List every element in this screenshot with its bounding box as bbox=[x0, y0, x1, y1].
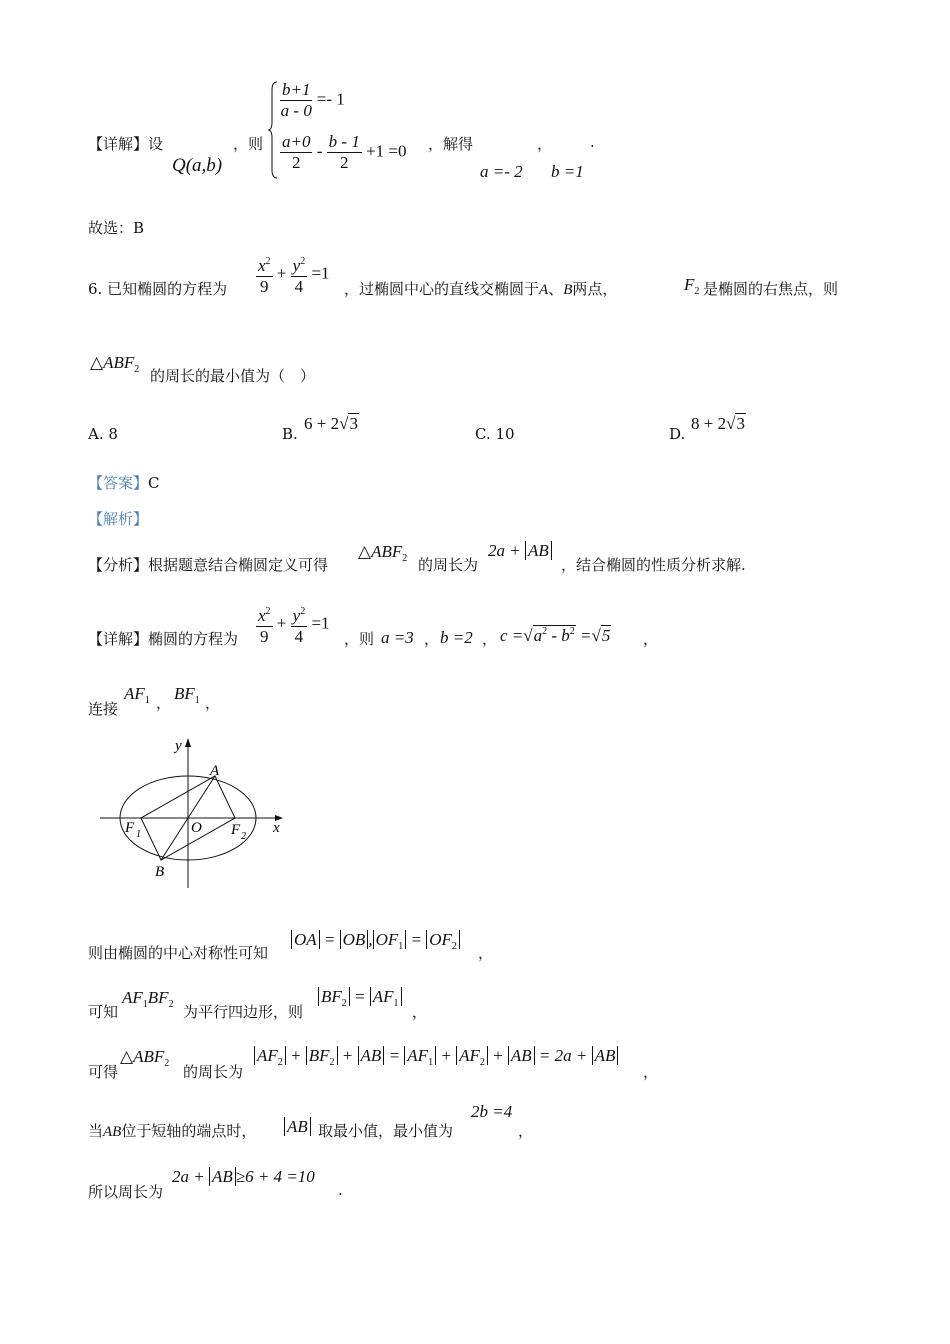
option-b-value: 6 + 2√3 bbox=[304, 414, 358, 433]
q6-stem-line2: 的周长的最小值为（ ） bbox=[150, 367, 316, 385]
c-root-a: a bbox=[533, 626, 543, 645]
sym-oa: OA bbox=[291, 930, 320, 949]
perim-pre: 可得 bbox=[88, 1063, 119, 1081]
connect-sep: ， bbox=[156, 694, 172, 712]
af-sub: 1 bbox=[144, 695, 150, 706]
sym-expression bbox=[291, 930, 460, 952]
sym-pre: 则由椭圆的中心对称性可知 bbox=[88, 944, 269, 962]
eq1-rhs: =- 1 bbox=[316, 89, 345, 109]
d2-x-var: x bbox=[258, 606, 266, 625]
bf-sub: 1 bbox=[194, 695, 200, 706]
solution-b: b =1 bbox=[551, 162, 584, 181]
sym-of1: OF bbox=[375, 930, 399, 949]
para-bf: BF bbox=[147, 988, 169, 1007]
label-b: B bbox=[155, 864, 165, 880]
pe-eq: = bbox=[388, 1046, 401, 1065]
sym-eq-2: = bbox=[410, 930, 422, 949]
solution-comma: ， bbox=[537, 135, 553, 153]
d2-y-var: y bbox=[292, 606, 301, 625]
final-2a: 2a + bbox=[172, 1167, 205, 1186]
x-square: 2 bbox=[265, 256, 271, 267]
minab-pre: 当 bbox=[88, 1122, 104, 1140]
eq2-minus: - bbox=[316, 141, 323, 161]
detail2-a: a =3 bbox=[381, 628, 414, 647]
x-var: x bbox=[258, 256, 266, 275]
focus-f2 bbox=[684, 275, 699, 297]
c-b-sq: 2 bbox=[569, 626, 575, 637]
d-val: 8 + 2 bbox=[691, 414, 727, 433]
pe-af2b: AF bbox=[459, 1046, 480, 1065]
pe-ab-1: AB bbox=[358, 1046, 385, 1065]
option-d-value: 8 + 2√3 bbox=[691, 414, 745, 433]
para-end: ， bbox=[412, 1003, 428, 1021]
fenxi-ab: AB bbox=[525, 541, 552, 560]
two-points-text: 两点， bbox=[572, 280, 618, 298]
triangle-text: △ABF bbox=[90, 353, 135, 372]
detail2-c: $c =√a^2 - b^2 =√5$ bbox=[500, 626, 611, 645]
detail2-pre: 【详解】椭圆的方程为 bbox=[88, 630, 239, 648]
pe-ab-2: AB bbox=[508, 1046, 535, 1065]
detail2-ellipse-equation: $\frac{x^2}{9}$ + $\frac{y^2}{4}$ =1 bbox=[256, 602, 330, 647]
pe-bf2-sub: 2 bbox=[329, 1057, 335, 1068]
d2-den-4: 4 bbox=[294, 627, 304, 646]
label-a: A bbox=[210, 763, 220, 779]
fenxi-tri-text: △ABF bbox=[358, 542, 403, 561]
connect-pre: 连接 bbox=[88, 700, 119, 718]
detail-label-1: 【详解】设 bbox=[88, 135, 164, 153]
pe-plus-3: + bbox=[440, 1046, 452, 1065]
minab-ab-abs: AB bbox=[284, 1117, 311, 1136]
q6-stem-post: 是椭圆的右焦点，则 bbox=[703, 280, 839, 298]
point-a: A bbox=[539, 282, 549, 298]
final-rest: ≥6 + 4 =10 bbox=[235, 1167, 315, 1186]
answer-line bbox=[88, 472, 160, 493]
para-expression bbox=[318, 987, 402, 1009]
para-mid: 为平行四边形，则 bbox=[183, 1003, 304, 1021]
connect-af1 bbox=[124, 684, 150, 706]
den-4: 4 bbox=[294, 277, 304, 296]
eq1-denominator: a - 0 bbox=[280, 101, 312, 120]
perim-end: ， bbox=[643, 1063, 659, 1081]
perim-tri-text: △ABF bbox=[120, 1047, 165, 1066]
label-f2: F bbox=[231, 822, 241, 838]
q6-stem-mid bbox=[344, 278, 617, 299]
connect-bf1 bbox=[174, 684, 200, 706]
detail2-then: ，则 bbox=[344, 630, 375, 648]
para-name bbox=[122, 988, 174, 1010]
label-y: y bbox=[175, 738, 182, 754]
para-pre: 可知 bbox=[88, 1003, 119, 1021]
pe-bf2: BF bbox=[308, 1046, 330, 1065]
fenxi-tri-sub: 2 bbox=[402, 553, 408, 564]
connect-end: ， bbox=[205, 694, 221, 712]
dun-mark: 、 bbox=[548, 280, 564, 298]
den-9: 9 bbox=[260, 277, 269, 296]
solution-period: . bbox=[590, 133, 595, 151]
option-d-label[interactable]: D. bbox=[669, 425, 686, 443]
triangle-abf2 bbox=[90, 353, 139, 375]
label-x: x bbox=[273, 820, 280, 836]
sym-of2: OF bbox=[429, 930, 452, 949]
minab-mid1: 位于短轴的端点时， bbox=[121, 1122, 257, 1140]
final-ab: AB bbox=[209, 1167, 236, 1186]
minab-end: ， bbox=[518, 1122, 534, 1140]
fenxi-triangle bbox=[358, 542, 407, 564]
para-bf2: BF bbox=[321, 987, 342, 1006]
fenxi-post: ，结合椭圆的性质分析求解. bbox=[561, 556, 746, 574]
minab-value: 2b =4 bbox=[471, 1102, 513, 1121]
y-var: y bbox=[292, 256, 301, 275]
equation-2 bbox=[280, 132, 407, 173]
q6-ellipse-equation: $\frac{x^2}{9}$ + $\frac{y^2}{4}$ =1 bbox=[256, 252, 330, 297]
fenxi-mid: 的周长为 bbox=[418, 556, 479, 574]
minab-ab: AB bbox=[103, 1124, 122, 1140]
para-eq: = bbox=[354, 987, 366, 1006]
sym-eq-1: = bbox=[323, 930, 336, 949]
bf-text: BF bbox=[174, 684, 195, 703]
detail2-end: ， bbox=[643, 630, 659, 648]
para-af-sub: 1 bbox=[142, 999, 148, 1010]
final-pre: 所以周长为 bbox=[88, 1183, 164, 1201]
y-square: 2 bbox=[300, 256, 306, 267]
solve-text: ，解得 bbox=[428, 135, 474, 153]
sym-of1-sub: 1 bbox=[398, 941, 404, 952]
answer-tag: 【答案】 bbox=[88, 474, 149, 492]
b-root: 3 bbox=[349, 414, 358, 433]
pe-ab-3: AB bbox=[592, 1046, 619, 1065]
focus-f: F bbox=[684, 275, 695, 294]
para-bf2-sub: 2 bbox=[341, 998, 347, 1009]
c-eq2: = bbox=[580, 626, 592, 645]
eq2-rhs: +1 =0 bbox=[366, 141, 407, 161]
pe-af1-sub: 1 bbox=[428, 1057, 434, 1068]
pe-plus-4: + bbox=[492, 1046, 504, 1065]
minab-line bbox=[88, 1120, 256, 1141]
c-a-sq: 2 bbox=[542, 626, 548, 637]
point-b: B bbox=[563, 282, 573, 298]
brace bbox=[268, 80, 276, 180]
eq1-numerator: b+1 bbox=[282, 80, 311, 99]
option-a[interactable]: A. 8 bbox=[88, 425, 118, 443]
triangle-sub: 2 bbox=[134, 364, 140, 375]
label-f2-sub: 2 bbox=[241, 831, 246, 842]
perim-tri-sub: 2 bbox=[164, 1058, 170, 1069]
c-five: 5 bbox=[601, 626, 611, 645]
perim-triangle bbox=[120, 1047, 169, 1069]
fenxi-2a: 2a + bbox=[488, 541, 521, 560]
pe-plus-2: + bbox=[341, 1046, 354, 1065]
pe-plus-1: + bbox=[290, 1046, 302, 1065]
perim-expression bbox=[254, 1046, 618, 1068]
q6-stem-pre: 6. 已知椭圆的方程为 bbox=[88, 280, 228, 298]
para-af1: AF bbox=[372, 987, 394, 1006]
equation-1 bbox=[280, 80, 345, 121]
c-minus-b: - b bbox=[547, 626, 570, 645]
eq2-num-b: b - 1 bbox=[328, 132, 360, 151]
fenxi-pre: 【分析】根据题意结合椭圆定义可得 bbox=[88, 556, 329, 574]
fenxi-expression bbox=[488, 541, 552, 561]
d2-x-square: 2 bbox=[265, 606, 271, 617]
final-end: . bbox=[338, 1181, 343, 1199]
af-text: AF bbox=[124, 684, 145, 703]
point-q: Q(a,b) bbox=[172, 155, 223, 176]
prev-answer: 故选：B bbox=[88, 219, 145, 237]
pe-af2-sub: 2 bbox=[277, 1057, 283, 1068]
b-val: 6 + 2 bbox=[304, 414, 340, 433]
sym-of2-sub: 2 bbox=[451, 941, 457, 952]
option-b-label[interactable]: B. bbox=[282, 425, 298, 443]
eq2-den-a: 2 bbox=[291, 153, 301, 172]
pe-tail: = 2a + bbox=[538, 1046, 588, 1065]
stem-mid-text: ，过椭圆中心的直线交椭圆于 bbox=[344, 280, 540, 298]
sym-ob: OB bbox=[340, 930, 369, 949]
solution-a: a =- 2 bbox=[480, 162, 523, 181]
detail2-comma-2: ， bbox=[482, 630, 498, 648]
minab-abs bbox=[284, 1117, 311, 1137]
para-bf-sub: 2 bbox=[168, 999, 174, 1010]
label-f1: F bbox=[125, 820, 135, 836]
eq-one: =1 bbox=[311, 263, 330, 283]
para-af: AF bbox=[122, 988, 143, 1007]
pe-af2: AF bbox=[257, 1046, 278, 1065]
para-af1-sub: 1 bbox=[393, 998, 399, 1009]
label-f1-sub: 1 bbox=[136, 829, 141, 840]
eq2-num-a: a+0 bbox=[282, 132, 311, 151]
answer-value: C bbox=[148, 474, 160, 492]
c-eq: c = bbox=[500, 626, 524, 645]
d2-eq-one: =1 bbox=[311, 613, 330, 633]
perim-mid: 的周长为 bbox=[183, 1063, 244, 1081]
eq2-den-b: 2 bbox=[339, 153, 349, 172]
d2-den-9: 9 bbox=[260, 627, 269, 646]
analysis-tag: 【解析】 bbox=[88, 510, 149, 528]
label-o: O bbox=[191, 820, 202, 836]
d2-y-square: 2 bbox=[300, 606, 306, 617]
then-text: ，则 bbox=[233, 135, 264, 153]
minab-mid2: 取最小值，最小值为 bbox=[318, 1122, 454, 1140]
y-arrow bbox=[185, 738, 191, 747]
ellipse-figure bbox=[95, 730, 295, 890]
detail2-b: b =2 bbox=[440, 628, 473, 647]
focus-sub: 2 bbox=[694, 286, 700, 297]
d-root: 3 bbox=[736, 414, 745, 433]
pe-af1: AF bbox=[407, 1046, 429, 1065]
pe-af2b-sub: 2 bbox=[479, 1057, 485, 1068]
sym-sep: , bbox=[368, 930, 373, 949]
detail2-comma-1: ， bbox=[424, 630, 440, 648]
final-expression bbox=[172, 1167, 315, 1187]
sym-end: ， bbox=[478, 944, 494, 962]
option-c[interactable]: C. 10 bbox=[475, 425, 515, 443]
